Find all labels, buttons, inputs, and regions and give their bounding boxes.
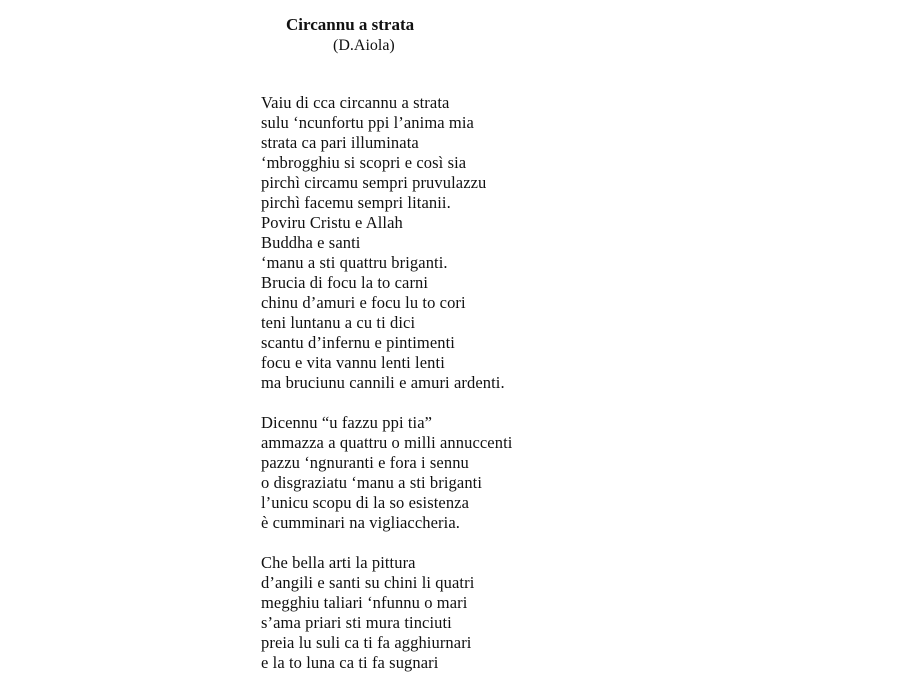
poem-line: pazzu ‘ngnuranti e fora i sennu <box>261 453 469 472</box>
poem-author: (D.Aiola) <box>333 37 395 54</box>
poem-line: ‘mbrogghiu si scopri e così sia <box>261 153 467 172</box>
poem-line: pirchì circamu sempri pruvulazzu <box>261 173 487 192</box>
poem-line: Buddha e santi <box>261 233 361 252</box>
poem-line: ‘manu a sti quattru briganti. <box>261 253 448 272</box>
poem-line: pirchì facemu sempri litanii. <box>261 193 451 212</box>
poem-line: d’angili e santi su chini li quatri <box>261 573 475 592</box>
poem-body <box>261 93 861 693</box>
poem-line: è cumminari na vigliaccheria. <box>261 513 460 532</box>
poem-line: focu e vita vannu lenti lenti <box>261 353 445 372</box>
poem-line: Che bella arti la pittura <box>261 553 416 572</box>
poem-line: ma bruciunu cannili e amuri ardenti. <box>261 373 505 392</box>
poem-line: Vaiu di cca circannu a strata <box>261 93 450 112</box>
stanza-2 <box>261 413 861 533</box>
poem-line: sulu ‘ncunfortu ppi l’anima mia <box>261 113 474 132</box>
poem-line: teni luntanu a cu ti dici <box>261 313 416 332</box>
poem-line: strata ca pari illuminata <box>261 133 419 152</box>
poem-line: Brucia di focu la to carni <box>261 273 429 292</box>
poem-line: Poviru Cristu e Allah <box>261 213 403 232</box>
poem-line: ammazza a quattru o milli annuccenti <box>261 433 513 452</box>
poem-line: l’unicu scopu di la so esistenza <box>261 493 470 512</box>
poem-line: preia lu suli ca ti fa agghiurnari <box>261 633 472 652</box>
poem-line: e la to luna ca ti fa sugnari <box>261 653 439 672</box>
poem-line: scantu d’infernu e pintimenti <box>261 333 455 352</box>
poem-line: s’ama priari sti mura tinciuti <box>261 613 452 632</box>
stanza-1 <box>261 93 861 393</box>
stanza-3 <box>261 553 861 673</box>
poem-line: o disgraziatu ‘manu a sti briganti <box>261 473 483 492</box>
poem-line: Dicennu “u fazzu ppi tia” <box>261 413 433 432</box>
poem-line: megghiu taliari ‘nfunnu o mari <box>261 593 468 612</box>
poem-line: chinu d’amuri e focu lu to cori <box>261 293 466 312</box>
poem-title: Circannu a strata <box>286 15 415 34</box>
